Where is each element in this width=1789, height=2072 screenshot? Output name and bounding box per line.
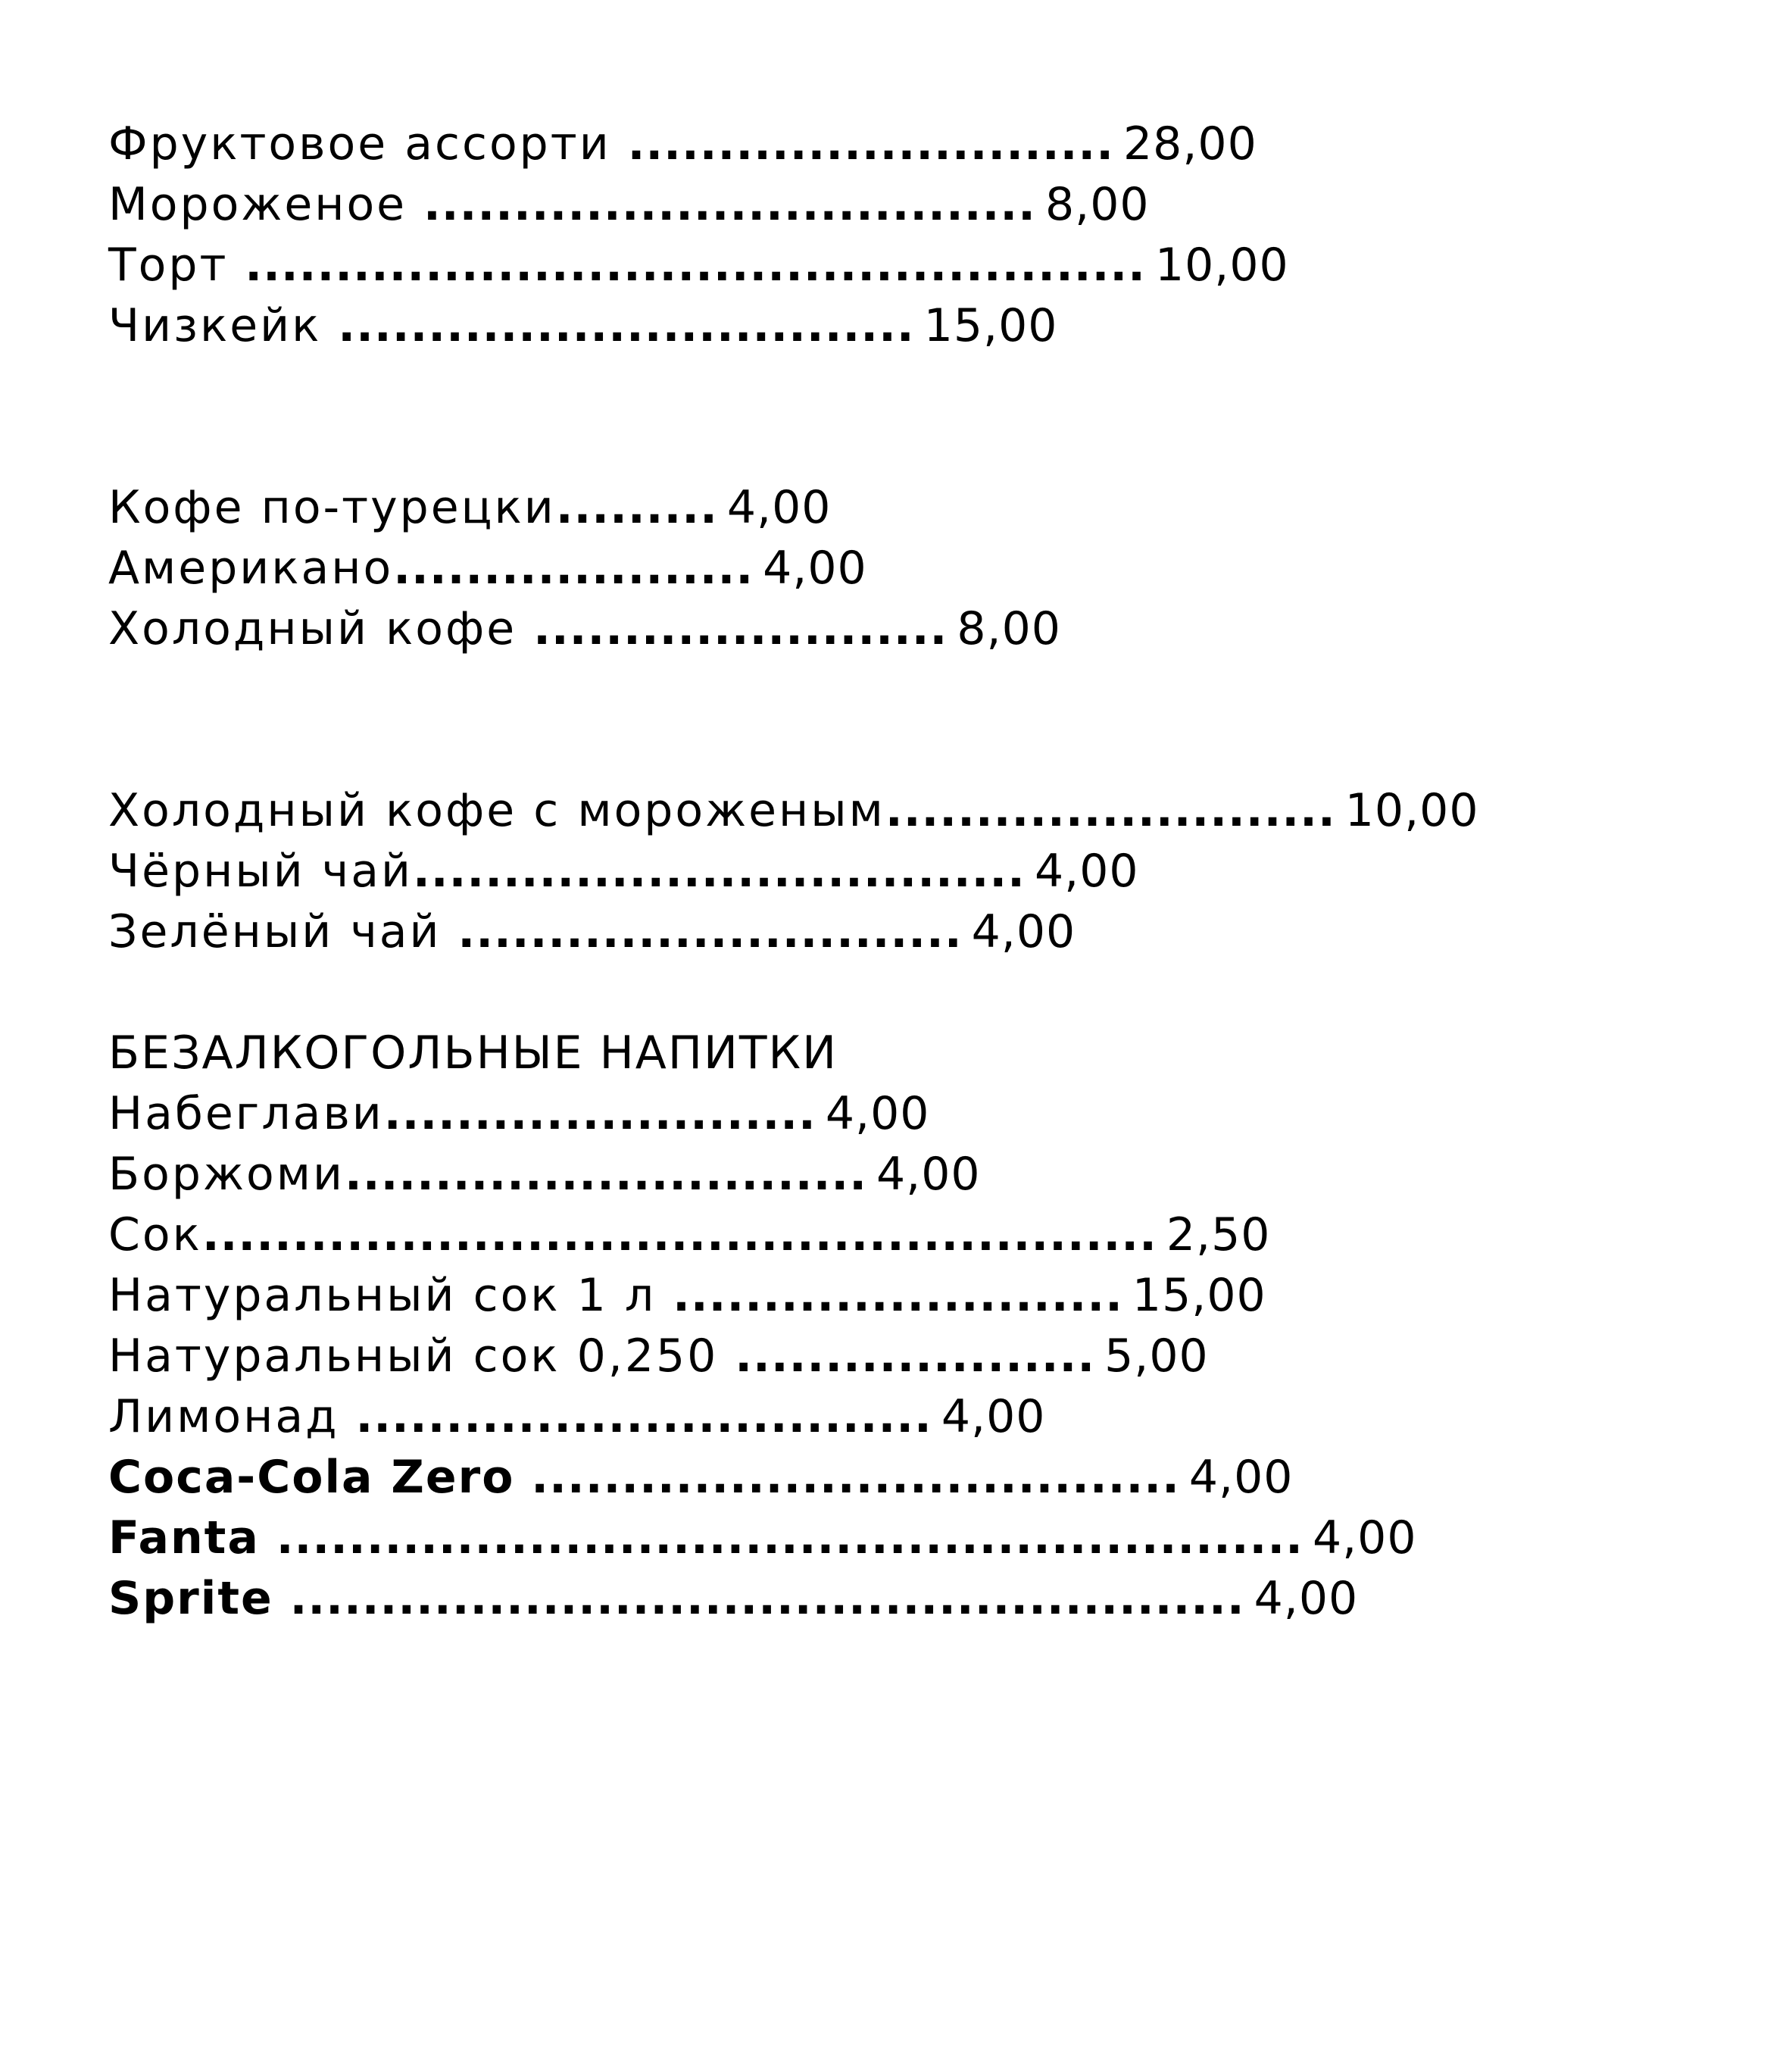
menu-item: [108, 1083, 929, 1144]
item-name: Sprite: [108, 1572, 273, 1625]
leader-dots: .........................: [885, 784, 1336, 837]
item-name: Fanta: [108, 1511, 260, 1564]
item-name: Холодный кофе: [108, 602, 517, 655]
item-name: Набеглави: [108, 1087, 384, 1140]
item-name: Натуральный сок 0,250: [108, 1330, 719, 1383]
item-price: 4,00: [971, 905, 1076, 958]
item-price: 8,00: [1044, 178, 1150, 231]
leader-dots: .............................: [344, 1148, 867, 1201]
item-name: Зелёный чай: [108, 905, 442, 958]
item-price: 4,00: [825, 1087, 930, 1140]
menu-item: [108, 780, 1479, 841]
item-name: Холодный кофе с мороженым: [108, 784, 885, 837]
item-price: 4,00: [763, 542, 867, 595]
item-name: Фруктовое ассорти: [108, 117, 611, 170]
item-price: 15,00: [923, 299, 1058, 352]
menu-item: [108, 174, 1150, 235]
leader-dots: .....................................................: [273, 1572, 1245, 1625]
leader-dots: ..................................: [413, 845, 1026, 898]
menu-item: [108, 598, 1061, 659]
item-price: 4,00: [1312, 1511, 1417, 1564]
leader-dots: ............................: [441, 905, 963, 958]
menu-item: [108, 841, 1139, 902]
item-price: 10,00: [1154, 239, 1289, 292]
item-price: 28,00: [1123, 117, 1257, 170]
section-heading: БЕЗАЛКОГОЛЬНЫЕ НАПИТКИ: [108, 1027, 838, 1080]
item-price: 15,00: [1132, 1269, 1266, 1322]
item-price: 4,00: [876, 1148, 981, 1201]
leader-dots: ..................................................: [228, 239, 1146, 292]
item-name: Натуральный сок 1 л: [108, 1269, 657, 1322]
item-price: 5,00: [1104, 1330, 1209, 1383]
menu-item: [108, 477, 831, 538]
item-name: Мороженое: [108, 178, 407, 231]
menu-item: [108, 1326, 1209, 1386]
item-price: 8,00: [957, 602, 1061, 655]
item-name: Coca-Cola Zero: [108, 1451, 515, 1504]
item-name: Боржоми: [108, 1148, 345, 1201]
item-name: Лимонад: [108, 1390, 339, 1443]
leader-dots: ...........................: [610, 117, 1114, 170]
menu-item: [108, 1568, 1358, 1629]
leader-dots: ....................................: [514, 1451, 1180, 1504]
item-name: Чёрный чай: [108, 845, 414, 898]
leader-dots: .........................................................: [259, 1511, 1304, 1564]
leader-dots: ........................: [383, 1087, 816, 1140]
menu-item: [108, 114, 1257, 174]
item-price: 2,50: [1166, 1208, 1271, 1261]
item-name: Торт: [108, 239, 229, 292]
menu-item: [108, 1447, 1293, 1508]
menu-item: [108, 1144, 981, 1205]
menu-item: [108, 1508, 1417, 1568]
menu-item: [108, 1205, 1270, 1265]
menu-item: [108, 235, 1289, 295]
leader-dots: .........................: [656, 1269, 1123, 1322]
item-price: 4,00: [1034, 845, 1139, 898]
item-price: 4,00: [726, 481, 832, 534]
leader-dots: ..................................: [407, 178, 1036, 231]
item-price: 10,00: [1344, 784, 1479, 837]
menu-item: [108, 1386, 1045, 1447]
menu-item: [108, 1265, 1266, 1326]
item-name: Чизкейк: [108, 299, 322, 352]
leader-dots: ................................: [321, 299, 915, 352]
menu-item: [108, 902, 1076, 962]
item-price: 4,00: [941, 1390, 1046, 1443]
leader-dots: ....................: [393, 542, 754, 595]
leader-dots: .......................: [517, 602, 948, 655]
menu-item: [108, 295, 1057, 356]
item-name: Сок: [108, 1208, 202, 1261]
leader-dots: .....................................................: [201, 1208, 1157, 1261]
leader-dots: ................................: [339, 1390, 932, 1443]
item-name: Американо: [108, 542, 394, 595]
leader-dots: ....................: [718, 1330, 1096, 1383]
item-price: 4,00: [1254, 1572, 1359, 1625]
leader-dots: .........: [555, 481, 718, 534]
item-name: Кофе по-турецки: [108, 481, 556, 534]
item-price: 4,00: [1188, 1451, 1294, 1504]
menu-item: [108, 538, 867, 598]
